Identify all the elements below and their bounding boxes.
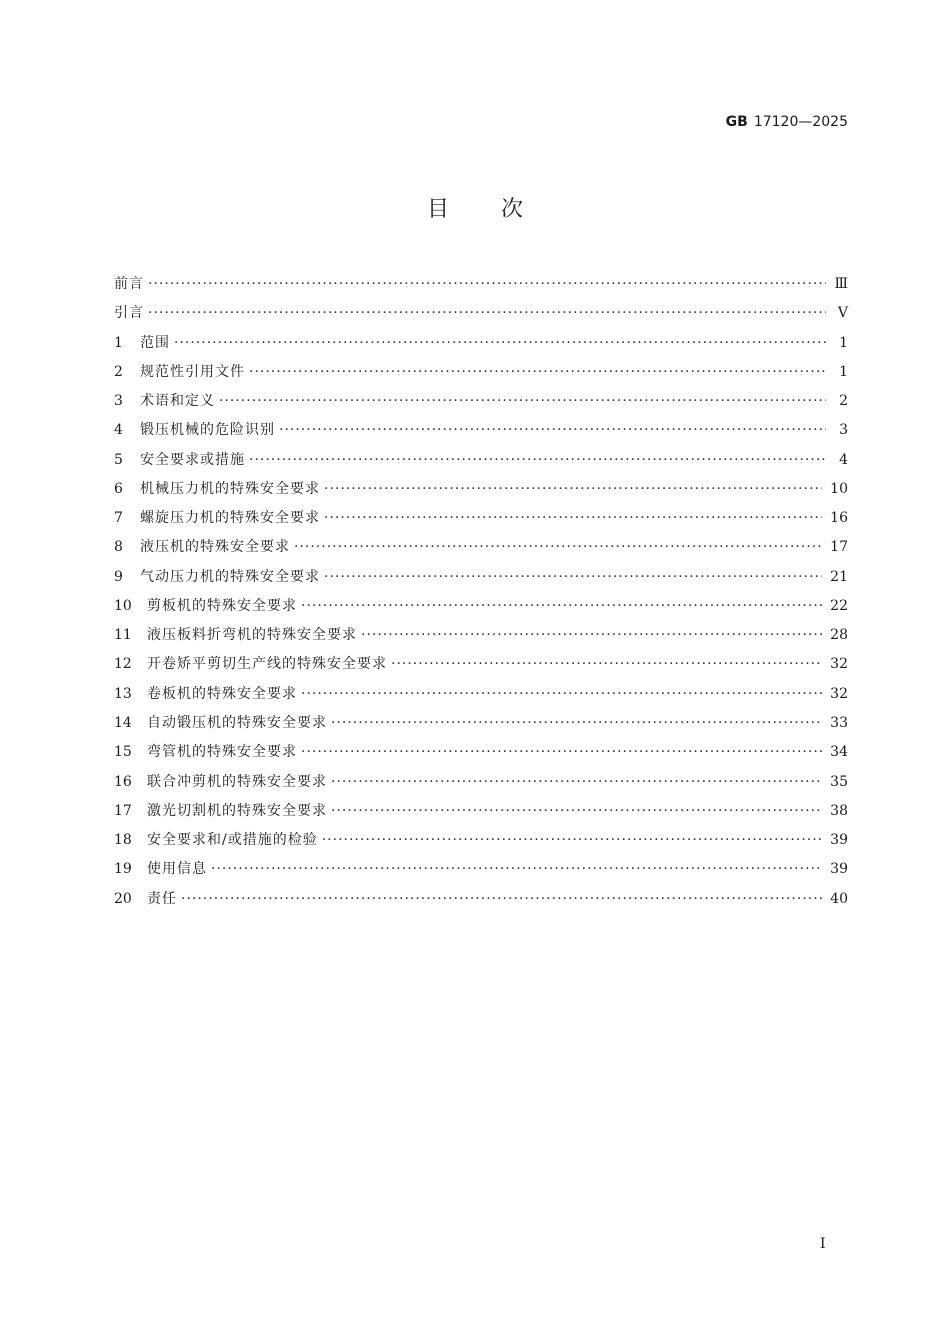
toc-leader-dots — [279, 418, 826, 442]
toc-entry[interactable] — [114, 448, 848, 477]
toc-entry-page: 21 — [830, 568, 848, 585]
toc-entry[interactable] — [114, 623, 848, 652]
toc-entry[interactable] — [114, 711, 848, 740]
toc-entry-title: 液压板料折弯机的特殊安全要求 — [147, 627, 357, 644]
toc-entry-page: 33 — [830, 714, 848, 731]
toc-entry-title: 剪板机的特殊安全要求 — [147, 597, 297, 614]
toc-entry-number: 1 — [114, 334, 123, 351]
toc-entry-number: 10 — [114, 597, 132, 614]
toc-entry-title: 机械压力机的特殊安全要求 — [140, 480, 320, 497]
toc-leader-dots — [324, 506, 822, 530]
toc-leader-dots — [148, 272, 826, 296]
toc-leader-dots — [301, 740, 822, 764]
toc-entry-page: 17 — [830, 539, 848, 556]
toc-entry-page: 34 — [830, 744, 848, 761]
toc-entry-number: 5 — [114, 451, 123, 468]
toc-leader-dots — [181, 887, 822, 911]
toc-entry[interactable] — [114, 565, 848, 594]
toc-entry[interactable] — [114, 477, 848, 506]
toc-entry-number: 3 — [114, 393, 123, 410]
toc-entry-title: 气动压力机的特殊安全要求 — [140, 568, 320, 585]
toc-leader-dots — [249, 360, 826, 384]
toc-entry-page: 39 — [830, 832, 848, 849]
toc-entry-page: 10 — [830, 480, 848, 497]
toc-entry-page: 2 — [839, 393, 848, 410]
standard-number — [726, 114, 848, 130]
toc-entry-title: 引言 — [114, 305, 144, 322]
toc-entry[interactable] — [114, 740, 848, 769]
toc-entry[interactable] — [114, 828, 848, 857]
toc-entry-title: 术语和定义 — [140, 393, 215, 410]
standard-code: 17120—2025 — [753, 114, 848, 130]
toc-entry[interactable] — [114, 389, 848, 418]
toc-entry-page: 32 — [830, 656, 848, 673]
toc-entry-title: 前言 — [114, 276, 144, 292]
toc-entry-page: 32 — [830, 685, 848, 702]
toc-leader-dots — [148, 301, 826, 325]
toc-entry[interactable] — [114, 506, 848, 535]
toc-leader-dots — [294, 535, 822, 559]
toc-entry[interactable] — [114, 682, 848, 711]
toc-entry-number: 19 — [114, 861, 132, 878]
page-title: 目次 — [426, 197, 575, 222]
toc-entry-page: 39 — [830, 861, 848, 878]
toc-leader-dots — [391, 652, 822, 676]
toc-entry-title: 安全要求和/或措施的检验 — [147, 832, 318, 849]
toc-entry-number: 17 — [114, 802, 132, 819]
toc-entry-number: 16 — [114, 773, 132, 790]
toc-entry-number: 11 — [114, 627, 132, 644]
toc-entry[interactable] — [114, 535, 848, 564]
toc-entry-page: 35 — [830, 773, 848, 790]
toc-entry-title: 联合冲剪机的特殊安全要求 — [147, 773, 327, 790]
toc-entry-title: 弯管机的特殊安全要求 — [147, 744, 297, 761]
toc-entry-title: 使用信息 — [147, 861, 207, 878]
toc-entry[interactable] — [114, 301, 848, 330]
toc-entry-page: 40 — [830, 890, 848, 907]
toc-leader-dots — [301, 594, 822, 618]
toc-entry-number: 8 — [114, 539, 123, 556]
toc-entry-title: 规范性引用文件 — [140, 363, 245, 380]
toc-entry-page: Ⅴ — [837, 305, 848, 322]
toc-leader-dots — [219, 389, 826, 413]
toc-entry-page: 1 — [839, 363, 848, 380]
toc-leader-dots — [324, 565, 822, 589]
toc-entry[interactable] — [114, 770, 848, 799]
toc-entry-title: 责任 — [147, 890, 177, 907]
toc-entry-number: 12 — [114, 656, 132, 673]
toc-entry-number: 20 — [114, 890, 132, 907]
toc-leader-dots — [331, 711, 822, 735]
toc-entry-number: 9 — [114, 568, 123, 585]
toc-entry[interactable] — [114, 272, 848, 301]
toc-entry-title: 液压机的特殊安全要求 — [140, 539, 290, 556]
toc-entry-title: 螺旋压力机的特殊安全要求 — [140, 510, 320, 527]
toc-entry-page: 1 — [839, 334, 848, 351]
toc-entry-page: 28 — [830, 627, 848, 644]
toc-entry[interactable] — [114, 360, 848, 389]
toc-leader-dots — [174, 331, 826, 355]
toc-entry[interactable] — [114, 652, 848, 681]
toc-entry[interactable] — [114, 418, 848, 447]
toc-entry[interactable] — [114, 887, 848, 916]
toc-leader-dots — [324, 477, 822, 501]
toc-entry-number: 14 — [114, 714, 132, 731]
toc-leader-dots — [331, 799, 822, 823]
toc-entry-page: 38 — [830, 802, 848, 819]
toc-entry-number: 18 — [114, 832, 132, 849]
toc-entry-title: 激光切割机的特殊安全要求 — [147, 802, 327, 819]
toc-leader-dots — [322, 828, 822, 852]
toc-entry[interactable] — [114, 857, 848, 886]
toc-entry-title: 卷板机的特殊安全要求 — [147, 685, 297, 702]
toc-leader-dots — [211, 857, 822, 881]
page-folio: Ⅰ — [820, 1236, 826, 1252]
toc-entry-page: 3 — [839, 422, 848, 439]
toc-entry-title: 范围 — [140, 334, 170, 351]
toc-entry-number: 15 — [114, 744, 132, 761]
toc-entry-page: 4 — [839, 451, 848, 468]
toc-entry-page: 16 — [830, 510, 848, 527]
toc-entry-number: 2 — [114, 363, 123, 380]
toc-entry-number: 13 — [114, 685, 132, 702]
toc-entry-number: 6 — [114, 480, 123, 497]
toc-entry-page: 22 — [830, 597, 848, 614]
toc-leader-dots — [301, 682, 822, 706]
toc-entry[interactable] — [114, 331, 848, 360]
toc-entry-title: 自动锻压机的特殊安全要求 — [147, 714, 327, 731]
toc-entry-title: 安全要求或措施 — [140, 451, 245, 468]
toc-entry[interactable] — [114, 799, 848, 828]
toc-entry-number: 7 — [114, 510, 123, 527]
toc-entry-title: 开卷矫平剪切生产线的特殊安全要求 — [147, 656, 387, 673]
toc-leader-dots — [249, 448, 826, 472]
toc-leader-dots — [361, 623, 822, 647]
toc-entry-number: 4 — [114, 422, 123, 439]
toc-entry[interactable] — [114, 594, 848, 623]
table-of-contents — [114, 272, 848, 916]
standard-prefix: GB — [725, 114, 748, 130]
toc-entry-page: Ⅲ — [834, 276, 848, 292]
toc-entry-title: 锻压机械的危险识别 — [140, 422, 275, 439]
toc-leader-dots — [331, 770, 822, 794]
